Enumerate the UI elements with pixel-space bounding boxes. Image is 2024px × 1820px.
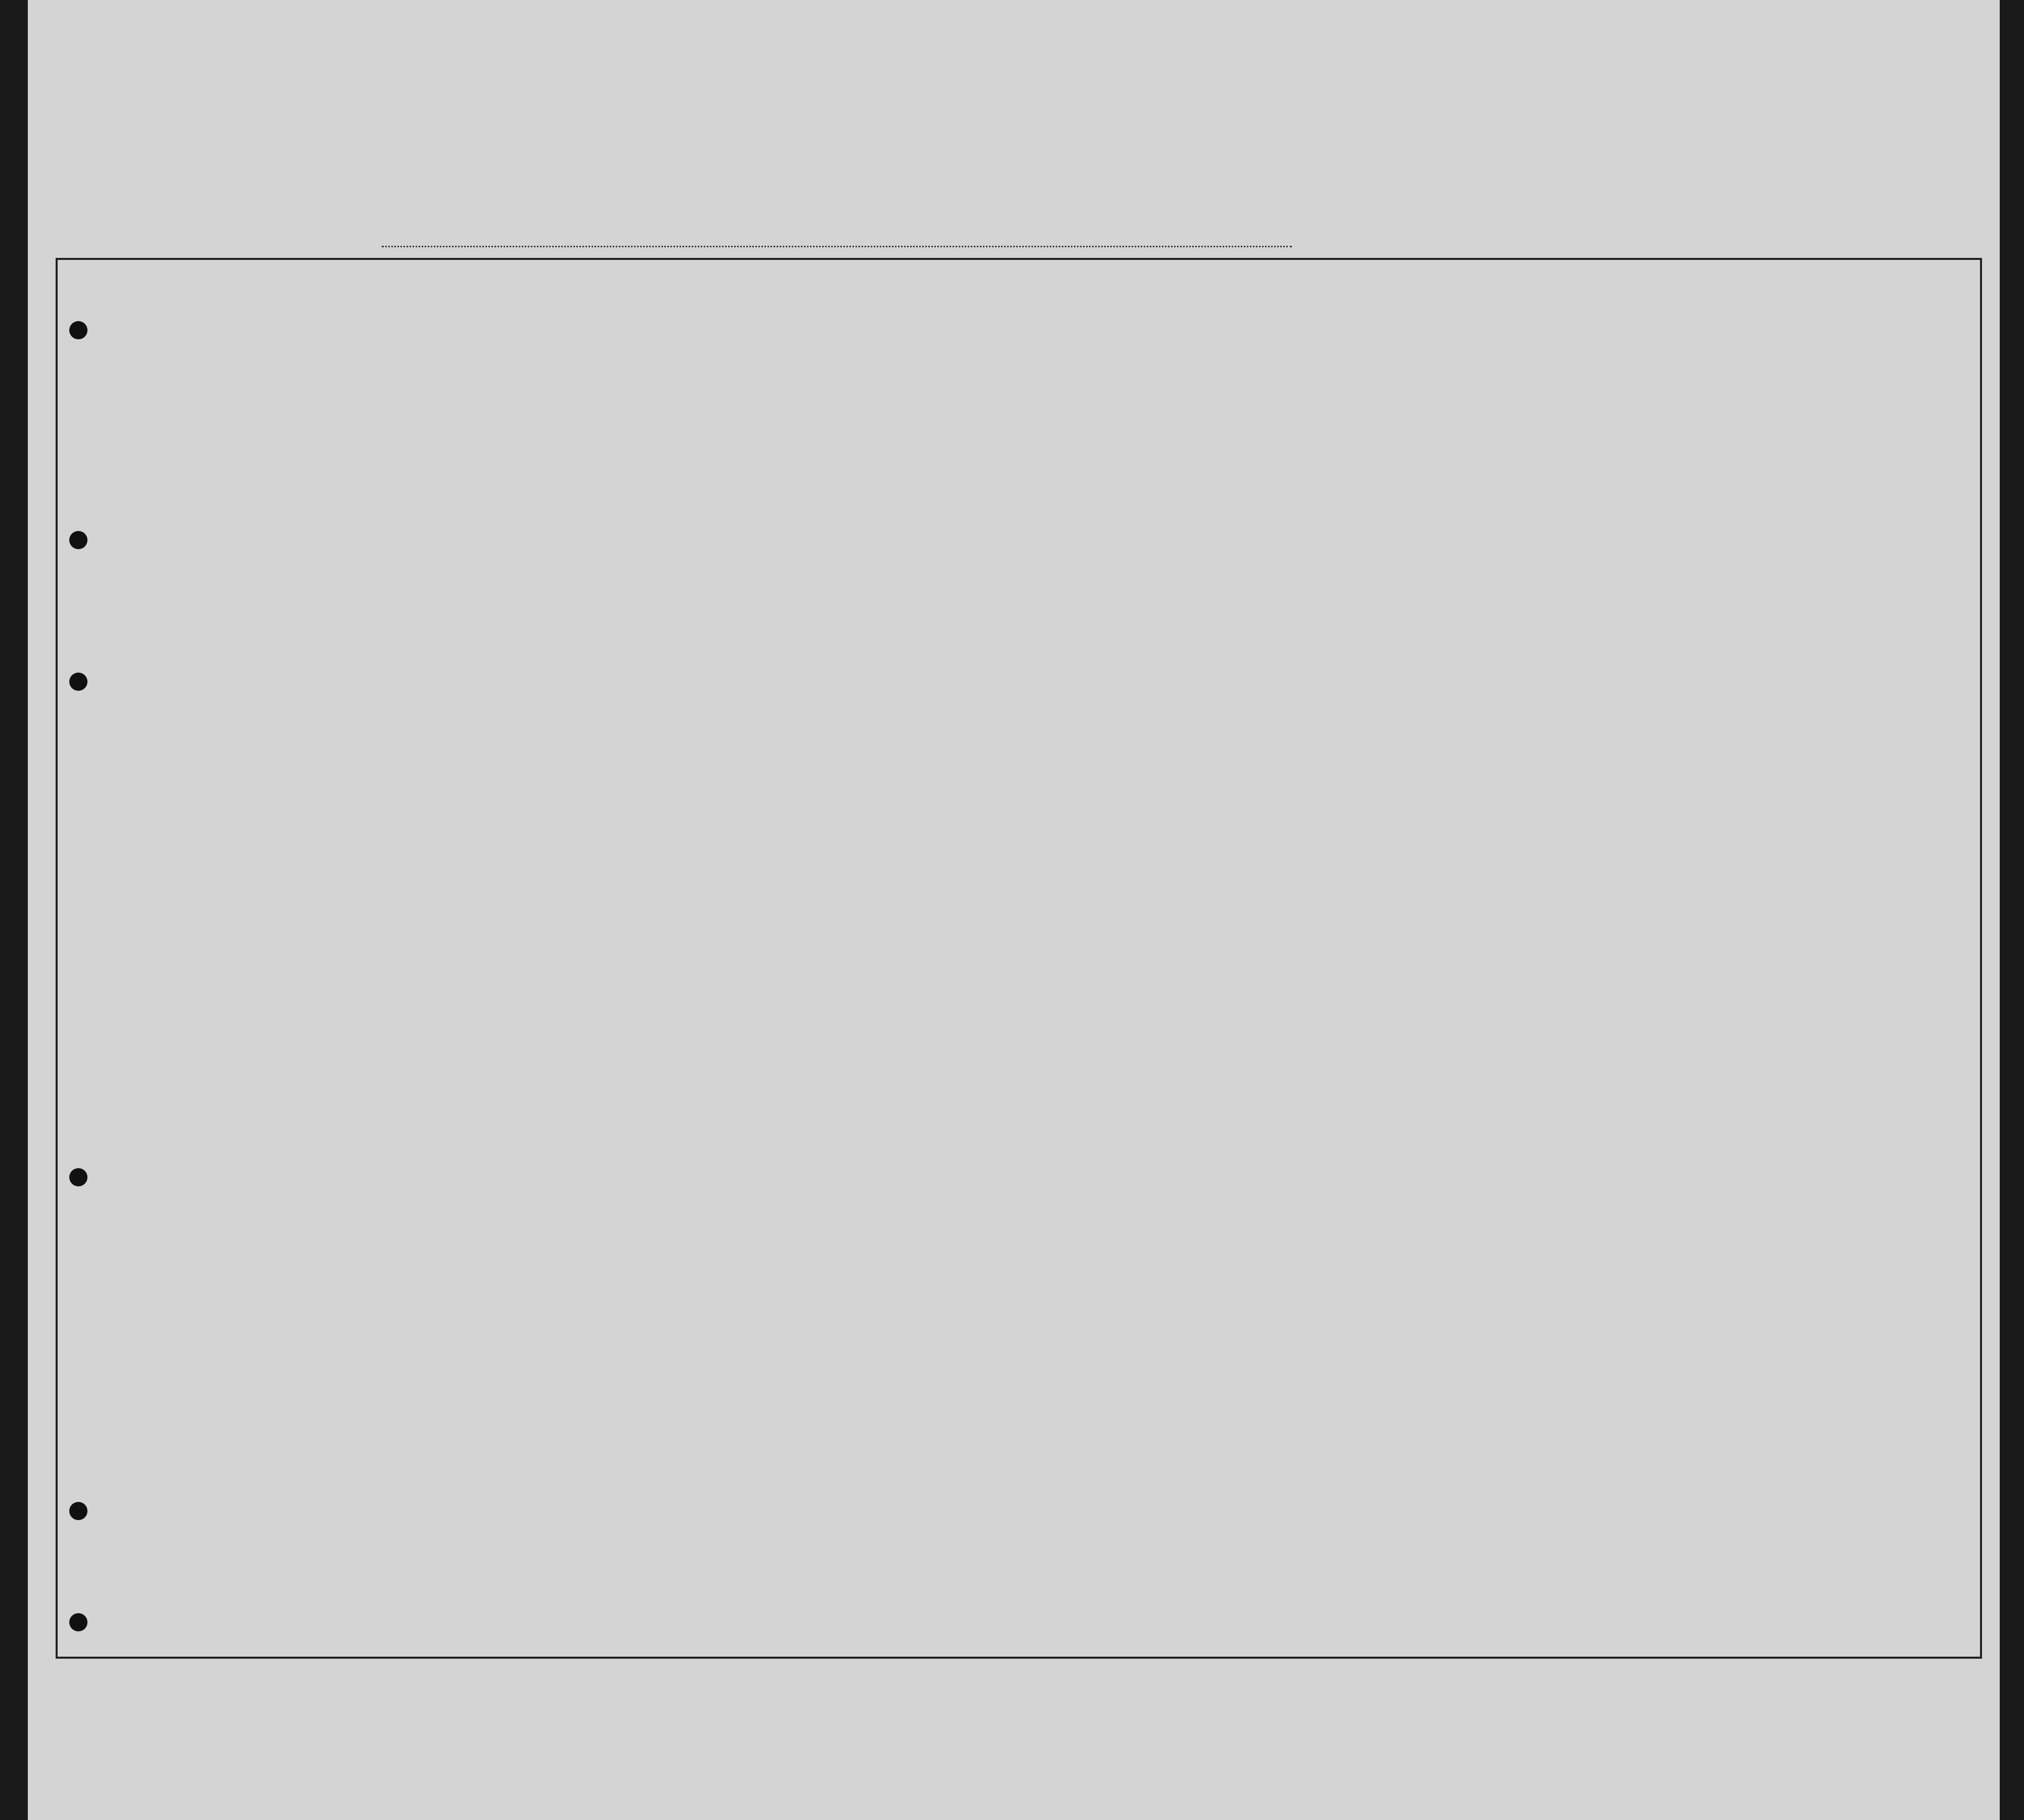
header-citizen <box>1350 303 1375 425</box>
binder-hole <box>69 1168 87 1186</box>
header-fifty-dollars <box>765 303 785 425</box>
binder-hole <box>69 1613 87 1631</box>
header-return-intent <box>1206 316 1231 427</box>
binder-hole <box>69 531 87 549</box>
binder-hole <box>69 321 87 339</box>
header-overthrow <box>1449 303 1499 425</box>
header-length-of-stay <box>1277 316 1302 427</box>
header-feet <box>1733 364 1748 420</box>
header-deported <box>1560 303 1595 425</box>
header-inches <box>1751 364 1766 420</box>
header-labor-offer <box>1509 303 1550 425</box>
header-anarchist <box>1421 303 1436 425</box>
header-polygamist <box>1390 303 1406 425</box>
binder-hole <box>69 673 87 691</box>
header-ticket <box>632 303 652 425</box>
binder-hole <box>69 1502 87 1520</box>
arrival-dotted-line <box>382 246 1292 247</box>
manifest-page <box>28 0 2000 1820</box>
manifest-table <box>56 258 1982 1659</box>
